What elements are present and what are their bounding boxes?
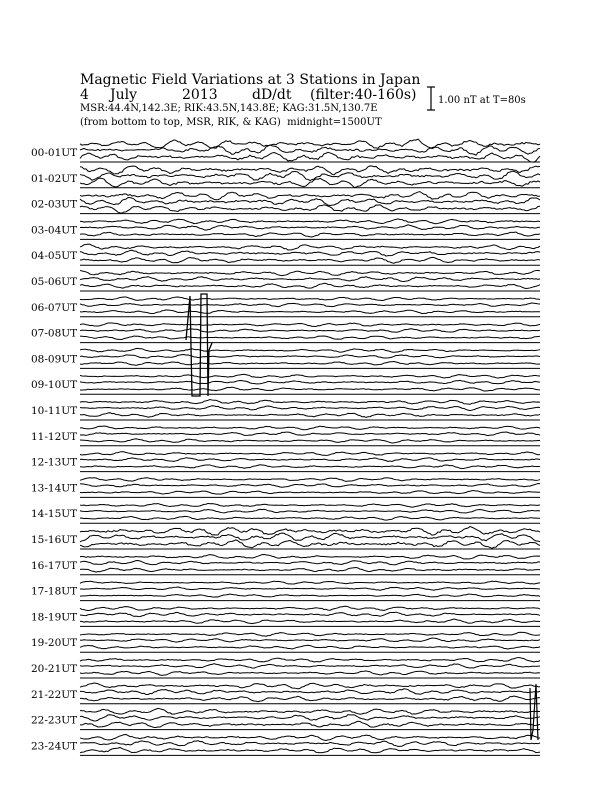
trace-RIK (80, 484, 540, 488)
row-label: 03-04UT (31, 224, 78, 237)
trace-RIK (80, 225, 540, 230)
trace-RIK (80, 380, 540, 384)
trace-KAG (80, 257, 540, 263)
trace-RIK (80, 145, 540, 155)
trace-MSR (80, 139, 540, 149)
trace-row-05-06UT (31, 270, 540, 291)
trace-row-01-02UT (31, 166, 540, 188)
trace-KAG (80, 491, 540, 494)
trace-RIK (80, 612, 540, 617)
trace-KAG (80, 671, 540, 675)
midnight-note: midnight=1500UT (287, 117, 382, 128)
trace-RIK (80, 303, 540, 307)
trace-row-16-17UT (31, 555, 540, 575)
trace-row-03-04UT (31, 219, 540, 239)
trace-row-00-01UT (31, 139, 540, 162)
trace-KAG (80, 362, 540, 366)
trace-MSR (80, 192, 540, 200)
trace-row-06-07UT (31, 297, 540, 317)
subtitle-year: 2013 (182, 87, 218, 103)
trace-RIK (80, 587, 540, 590)
trace-row-08-09UT (31, 348, 540, 368)
subtitle-filter: (filter:40-160s) (310, 87, 417, 103)
row-label: 02-03UT (31, 198, 78, 211)
row-label: 04-05UT (31, 250, 78, 263)
trace-RIK (80, 638, 540, 642)
trace-KAG (80, 310, 540, 314)
trace-RIK (80, 171, 540, 180)
subtitle-day: 4 (80, 87, 89, 103)
trace-KAG (80, 178, 540, 187)
trace-row-09-10UT (31, 374, 540, 394)
trace-MSR (80, 270, 540, 275)
row-label: 18-19UT (31, 611, 78, 624)
trace-MSR (80, 400, 540, 405)
trace-MSR (80, 348, 540, 352)
trace-KAG (80, 336, 540, 339)
row-label: 13-14UT (31, 482, 78, 495)
trace-KAG (80, 413, 540, 418)
trace-KAG (80, 696, 540, 702)
trace-row-21-22UT (31, 683, 540, 704)
trace-MSR (80, 708, 540, 714)
row-label: 14-15UT (31, 508, 78, 521)
row-label: 10-11UT (31, 405, 78, 417)
trace-MSR (80, 219, 540, 224)
row-label: 08-09UT (31, 353, 78, 366)
row-label: 12-13UT (31, 456, 78, 469)
trace-MSR (80, 527, 540, 536)
trace-KAG (80, 594, 540, 597)
scale-bar (427, 87, 435, 110)
trace-row-11-12UT (31, 426, 540, 446)
trace-row-02-03UT (31, 192, 540, 214)
trace-KAG (80, 205, 540, 213)
row-label: 21-22UT (31, 688, 78, 701)
trace-row-12-13UT (31, 452, 540, 472)
spike-artifact (186, 294, 212, 396)
trace-MSR (80, 555, 540, 559)
row-label: 06-07UT (31, 301, 78, 314)
trace-KAG (80, 721, 540, 727)
row-label: 23-24UT (31, 740, 78, 753)
trace-MSR (80, 297, 540, 301)
row-label: 11-12UT (31, 430, 78, 443)
trace-MSR (80, 426, 540, 430)
trace-KAG (80, 516, 540, 520)
trace-KAG (80, 283, 540, 288)
trace-KAG (80, 387, 540, 391)
trace-RIK (80, 432, 540, 436)
scale-bar-label: 1.00 nT at T=80s (438, 95, 526, 106)
trace-RIK (80, 689, 540, 695)
order-note: (from bottom to top, MSR, RIK, & KAG) (80, 117, 281, 128)
trace-KAG (80, 619, 540, 624)
subtitle-quantity: dD/dt (252, 87, 292, 103)
trace-RIK (80, 533, 540, 542)
trace-row-22-23UT (31, 708, 540, 729)
trace-MSR (80, 503, 540, 507)
subtitle-month: July (110, 87, 138, 103)
trace-KAG (80, 747, 540, 752)
trace-MSR (80, 735, 540, 741)
trace-KAG (80, 439, 540, 443)
trace-row-23-24UT (31, 735, 540, 756)
trace-row-19-20UT (31, 632, 540, 652)
trace-row-17-18UT (31, 581, 540, 600)
trace-RIK (80, 355, 540, 358)
row-label: 09-10UT (31, 379, 78, 392)
row-label: 20-21UT (31, 663, 78, 675)
trace-KAG (80, 465, 540, 469)
row-label: 00-01UT (31, 147, 78, 159)
trace-RIK (80, 329, 540, 332)
trace-row-10-11UT (31, 400, 540, 420)
trace-MSR (80, 632, 540, 636)
chart-title: Magnetic Field Variations at 3 Stations in Japan (80, 72, 421, 88)
trace-row-13-14UT (31, 478, 540, 498)
trace-RIK (80, 250, 540, 256)
row-label: 07-08UT (31, 327, 78, 340)
trace-MSR (80, 606, 540, 610)
trace-MSR (80, 683, 540, 689)
trace-row-04-05UT (31, 244, 540, 265)
trace-row-07-08UT (31, 323, 540, 343)
trace-KAG (80, 232, 540, 237)
trace-RIK (80, 277, 540, 282)
trace-MSR (80, 452, 540, 456)
trace-MSR (80, 374, 540, 378)
trace-MSR (80, 658, 540, 662)
trace-MSR (80, 166, 540, 175)
trace-RIK (80, 406, 540, 411)
trace-RIK (80, 715, 540, 721)
trace-RIK (80, 458, 540, 462)
trace-KAG (80, 645, 540, 649)
trace-RIK (80, 561, 540, 565)
row-label: 01-02UT (31, 172, 78, 185)
trace-MSR (80, 244, 540, 250)
trace-RIK (80, 741, 540, 747)
trace-KAG (80, 540, 540, 549)
station-coordinates: MSR:44.4N,142.3E; RIK:43.5N,143.8E; KAG:31.5N,130.7E (80, 103, 378, 114)
trace-row-18-19UT (31, 606, 540, 626)
trace-row-15-16UT (31, 527, 540, 549)
row-label: 16-17UT (31, 559, 78, 572)
trace-KAG (80, 568, 540, 573)
trace-MSR (80, 581, 540, 584)
trace-RIK (80, 198, 540, 206)
trace-RIK (80, 509, 540, 513)
trace-MSR (80, 323, 540, 327)
trace-row-20-21UT (31, 658, 540, 678)
row-label: 17-18UT (31, 585, 78, 598)
row-label: 19-20UT (31, 637, 78, 650)
trace-MSR (80, 478, 540, 482)
trace-row-14-15UT (31, 503, 540, 523)
row-label: 05-06UT (31, 276, 78, 288)
row-label: 15-16UT (31, 534, 78, 546)
row-label: 22-23UT (31, 714, 78, 727)
trace-RIK (80, 664, 540, 668)
